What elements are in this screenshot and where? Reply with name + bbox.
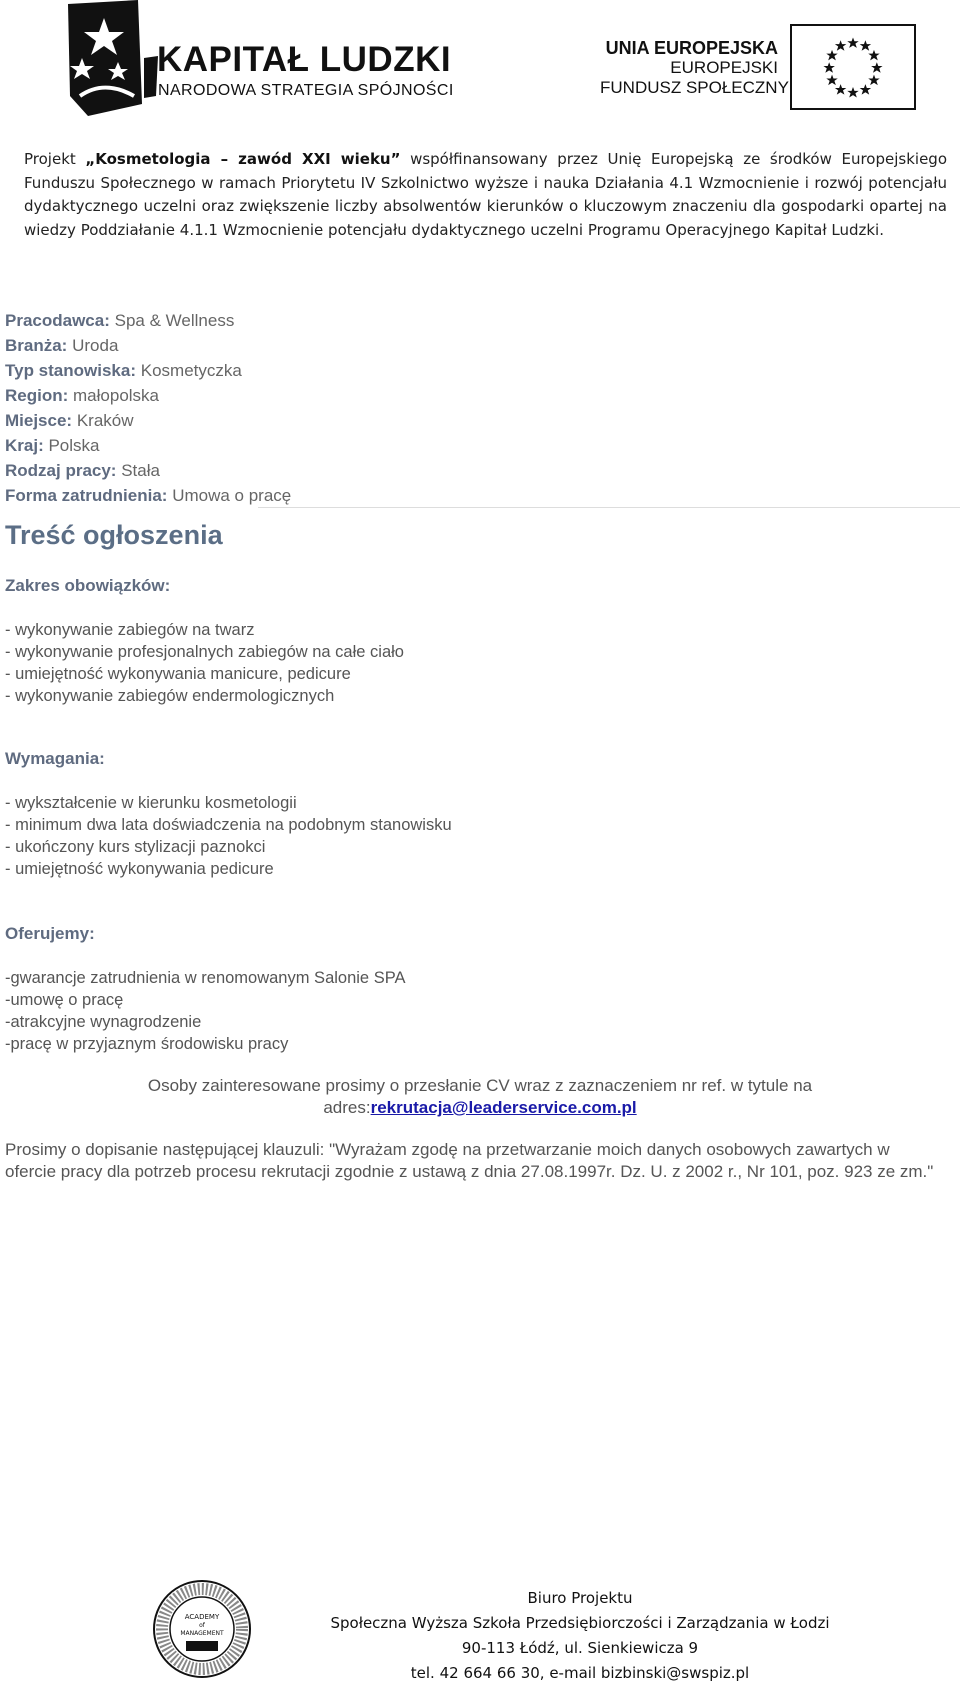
offer-heading: Oferujemy: (5, 924, 95, 943)
duties-heading: Zakres obowiązków: (5, 576, 171, 595)
duties-list (5, 619, 404, 707)
content-heading: Treść ogłoszenia (5, 520, 223, 550)
meta-industry (5, 333, 925, 358)
email-link[interactable]: rekrutacja@leaderservice.com.pl (370, 1098, 637, 1117)
meta-value: Stała (121, 461, 160, 480)
divider (258, 507, 960, 508)
list-item: - umiejętność wykonywania manicure, pedicure (5, 665, 351, 683)
requirements-heading: Wymagania: (5, 749, 105, 768)
meta-region (5, 383, 925, 408)
eu-logo-line3: FUNDUSZ SPOŁECZNY (600, 78, 789, 97)
project-text: współfinansowany przez Unię Europejską ze środków Europejskiego Funduszu Społecznego w ramach Priorytetu IV Szkolnictwo wyższe i nauka Działania 4.1 Wzmocnienie i rozwój potencjału dydaktycznego uczelni oraz zwiększenie liczby absolwentów kierunków o kluczowym znaczeniu dla gospodarki opartej na wiedzy Poddziałanie 4.1.1 Wzmocnienie potencjału dydaktycznego uczelni Programu Operacyjnego Kapitał Ludzki. (24, 150, 947, 239)
meta-label: Miejsce: (5, 411, 73, 430)
list-item: - wykształcenie w kierunku kosmetologii (5, 794, 297, 812)
meta-value: małopolska (73, 386, 160, 405)
note-address-line (100, 1097, 860, 1119)
page-header (0, 0, 960, 125)
kapital-ludzki-title: KAPITAŁ LUDZKI (157, 40, 452, 79)
meta-value: Polska (48, 436, 100, 455)
project-description (24, 148, 947, 242)
list-item: -atrakcyjne wynagrodzenie (5, 1013, 202, 1031)
meta-label: Region: (5, 386, 69, 405)
offer-list (5, 967, 405, 1055)
consent-clause: Prosimy o dopisanie następującej klauzuli: "Wyrażam zgodę na przetwarzanie moich danych osobowych zawartych w ofercie pracy dla potrzeb procesu rekrutacji zgodnie z ustawą z dnia 27.08.1997r. Dz. U. z 2002 r., Nr 101, poz. 923 ze zm." (5, 1140, 934, 1181)
list-item: -umowę o pracę (5, 991, 124, 1009)
list-item: - umiejętność wykonywania pedicure (5, 860, 274, 878)
footer-line: tel. 42 664 66 30, e-mail bizbinski@swspiz.pl (410, 1664, 750, 1682)
meta-label: Pracodawca: (5, 311, 110, 330)
eu-logo-line2: EUROPEJSKI (670, 58, 778, 77)
list-item: -gwarancje zatrudnienia w renomowanym Salonie SPA (5, 969, 406, 987)
requirements-list (5, 792, 452, 880)
seal-text-1: ACADEMY (184, 1613, 220, 1621)
meta-employment-form (5, 483, 925, 508)
meta-value: Umowa o pracę (172, 486, 292, 505)
list-item: - wykonywanie zabiegów na twarz (5, 621, 255, 639)
note-prefix: adres: (323, 1098, 371, 1117)
kapital-ludzki-subtitle: NARODOWA STRATEGIA SPÓJNOŚCI (158, 82, 454, 99)
meta-value: Kraków (76, 411, 134, 430)
page-footer (275, 1586, 885, 1685)
eu-logo-text (600, 38, 789, 98)
application-note (100, 1075, 860, 1119)
project-prefix: Projekt (24, 150, 86, 168)
seal-text-2: of (199, 1622, 205, 1629)
footer-line: Biuro Projektu (527, 1589, 633, 1607)
meta-employer (5, 308, 925, 333)
academy-seal-icon (152, 1579, 252, 1679)
meta-position-type (5, 358, 925, 383)
note-line: Osoby zainteresowane prosimy o przesłanie CV wraz z zaznaczeniem nr ref. w tytule na (147, 1076, 813, 1095)
meta-label: Branża: (5, 336, 68, 355)
seal-text-3: MANAGEMENT (180, 1630, 224, 1637)
job-meta (5, 308, 925, 508)
project-name: „Kosmetologia – zawód XXI wieku” (85, 150, 401, 168)
meta-label: Forma zatrudnienia: (5, 486, 168, 505)
eu-flag-icon (790, 24, 916, 110)
meta-label: Rodzaj pracy: (5, 461, 117, 480)
meta-label: Kraj: (5, 436, 44, 455)
kapital-ludzki-logo-icon (60, 0, 160, 116)
list-item: - wykonywanie zabiegów endermologicznych (5, 687, 335, 705)
list-item: -pracę w przyjaznym środowisku pracy (5, 1035, 289, 1053)
list-item: - wykonywanie profesjonalnych zabiegów na całe ciało (5, 643, 404, 661)
meta-value: Spa & Wellness (114, 311, 235, 330)
meta-place (5, 408, 925, 433)
meta-work-type (5, 458, 925, 483)
list-item: - minimum dwa lata doświadczenia na podobnym stanowisku (5, 816, 452, 834)
footer-line: 90-113 Łódź, ul. Sienkiewicza 9 (461, 1639, 699, 1657)
list-item: - ukończony kurs stylizacji paznokci (5, 838, 266, 856)
meta-value: Kosmetyczka (140, 361, 242, 380)
meta-country (5, 433, 925, 458)
meta-value: Uroda (72, 336, 119, 355)
meta-label: Typ stanowiska: (5, 361, 136, 380)
footer-line: Społeczna Wyższa Szkoła Przedsiębiorczości i Zarządzania w Łodzi (330, 1614, 830, 1632)
eu-logo-line1: UNIA EUROPEJSKA (605, 38, 778, 58)
